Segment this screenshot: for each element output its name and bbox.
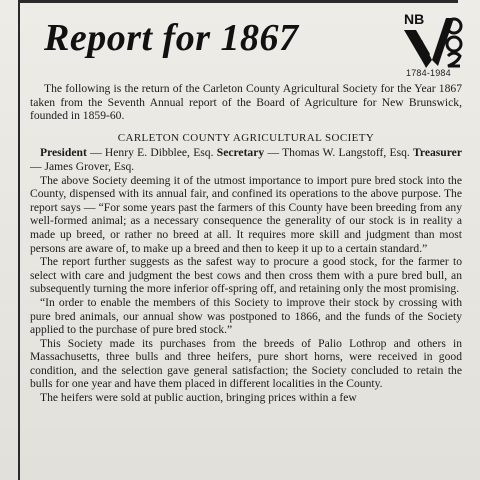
nb-bicentennial-logo-icon	[402, 10, 466, 70]
left-rule	[18, 0, 20, 480]
article-paragraph: “In order to enable the members of this Society to improve their stock by crossing with pure bred animals, our annual show was postponed to 1866, and the funds of the Society applied to the purchase of pure bred stock.”	[30, 295, 462, 337]
treasurer-name: — James Grover, Esq.	[30, 159, 135, 173]
president-name: — Henry E. Dibblee, Esq.	[90, 146, 214, 160]
intro-paragraph: The following is the return of the Carleton County Agricultural Society for the Year 1867 taken from the Seventh Annual report of the Board of Agriculture for New Brunswick, founded in 1859-60.	[30, 82, 462, 123]
treasurer-label: Treasurer	[413, 146, 462, 160]
secretary-name: — Thomas W. Langstoff, Esq.	[267, 146, 410, 160]
president-label: President	[40, 146, 87, 160]
svg-text:NB: NB	[404, 11, 425, 27]
article-paragraph: The heifers were sold at public auction, bringing prices within a few	[40, 391, 357, 405]
society-heading: CARLETON COUNTY AGRICULTURAL SOCIETY	[117, 131, 375, 144]
top-rule	[18, 0, 458, 3]
article-paragraph: The report further suggests as the safest way to procure a good stock, for the farmer to select with care and judgment the best cows and then cross them with a pure bred bull, an subsequently turning the more inferior off-spring off, and retaining only the most promising.	[30, 255, 462, 296]
headline: Report for 1867	[44, 17, 299, 59]
secretary-label: Secretary	[216, 146, 265, 160]
article-paragraph: This Society made its purchases from the breeds of Palio Lothrop and others in Massachusetts, three bulls and three heifers, pure short horns, were received in good condition, and the selection gave general satisfaction; the Society concluded to retain the bulls for one year and have them placed in different localities in the County.	[30, 336, 462, 391]
officers-line	[30, 146, 462, 173]
article-paragraph: The above Society deeming it of the utmost importance to import pure bred stock into the County, dispensed with its annual fair, and confined its operations to the above purpose. The report says — “For some years past the farmers of this County have been breeding from any well-formed animal; as a necessary consequence the generality of our stock is in reality a made up breed, or rather no breed at all. It requires more skill and judgment than most persons are aware of, to make up a breed and then to keep it up to a certain standard.”	[30, 173, 462, 255]
article-body	[30, 82, 462, 405]
logo-years: 1784-1984	[406, 68, 451, 78]
